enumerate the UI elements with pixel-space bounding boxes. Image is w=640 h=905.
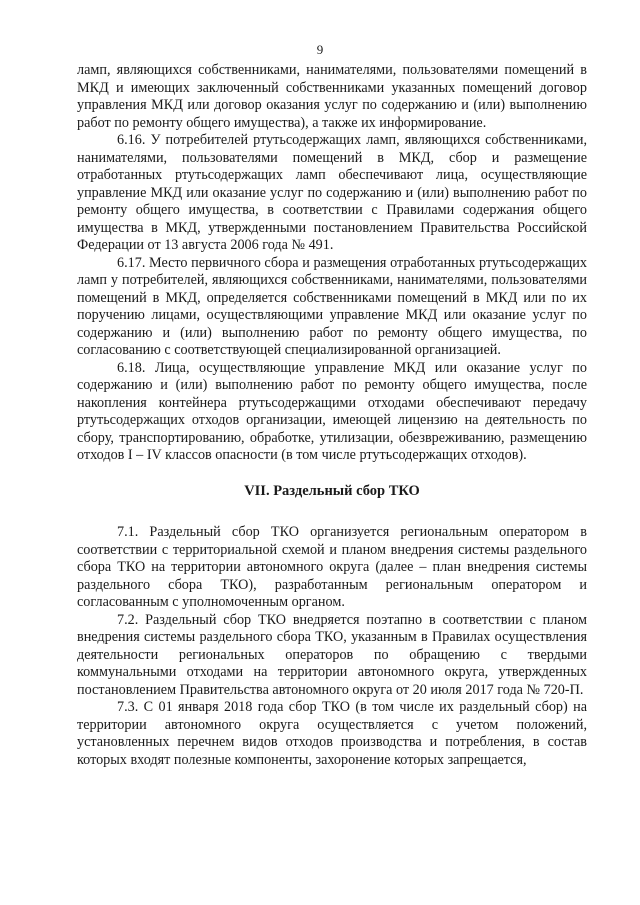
paragraph-6-18: 6.18. Лица, осуществляющие управление МКД или оказание услуг по содержанию и (или) выполнению работ по ремонту общего имущества, после накопления контейнера ртутьсодержащими отходами обеспечивают передачу ртутьсодержащих отходов организации, имеющей лицензию на деятельность по сбору, транспортированию, обработке, утилизации, обезвреживанию, размещению отходов I – IV классов опасности (в том числе ртутьсодержащих отходов).: [77, 359, 587, 463]
paragraph-6-16: 6.16. У потребителей ртутьсодержащих ламп, являющихся собственниками, нанимателями, пользователями помещений в МКД, сбор и размещение отработанных ртутьсодержащих ламп обеспечивают лица, осуществляющие управление МКД или оказание услуг по содержанию и (или) выполнению работ по ремонту общего имущества, в соответствии с Правилами содержания общего имущества в МКД, утвержденными постановлением Правительства Российской Федерации от 13 августа 2006 года № 491.: [77, 132, 587, 253]
page-number: 9: [316, 42, 324, 57]
paragraph-7-1: 7.1. Раздельный сбор ТКО организуется региональным оператором в соответствии с территориальной схемой и планом внедрения системы раздельного сбора ТКО на территории автономного округа (далее – план внедрения системы раздельного сбора ТКО), разработанным региональным оператором и согласованным с уполномоченным органом.: [77, 524, 587, 610]
paragraph-continuation: ламп, являющихся собственниками, нанимателями, пользователями помещений в МКД и имеющих заключенный собственниками указанных помещений договор управления МКД или договор оказания услуг по содержанию и (или) выполнению работ по ремонту общего имущества), а также их информирование.: [77, 62, 587, 131]
section-heading: VII. Раздельный сбор ТКО: [244, 482, 420, 499]
paragraph-7-2: 7.2. Раздельный сбор ТКО внедряется поэтапно в соответствии с планом внедрения системы раздельного сбора ТКО, указанным в Правилах осуществления деятельности региональных операторов по обращению с твердыми коммунальными отходами на территории автономного округа, утвержденных постановлением Правительства автономного округа от 20 июля 2017 года № 720-П.: [77, 611, 587, 698]
document-body: [77, 62, 587, 769]
paragraph-7-3: 7.3. С 01 января 2018 года сбор ТКО (в том числе их раздельный сбор) на территории автономного округа осуществляется с учетом положений, установленных перечнем видов отходов производства и потребления, в состав которых входят полезные компоненты, захоронение которых запрещается,: [77, 699, 587, 768]
paragraph-6-17: 6.17. Место первичного сбора и размещения отработанных ртутьсодержащих ламп у потребителей, являющихся собственниками, нанимателями, пользователями помещений в МКД, определяется собственниками помещений в МКД или по их поручению лицами, осуществляющими управление МКД или оказание услуг по содержанию и (или) выполнению работ по ремонту общего имущества, по согласованию с соответствующей специализированной организацией.: [77, 254, 587, 358]
